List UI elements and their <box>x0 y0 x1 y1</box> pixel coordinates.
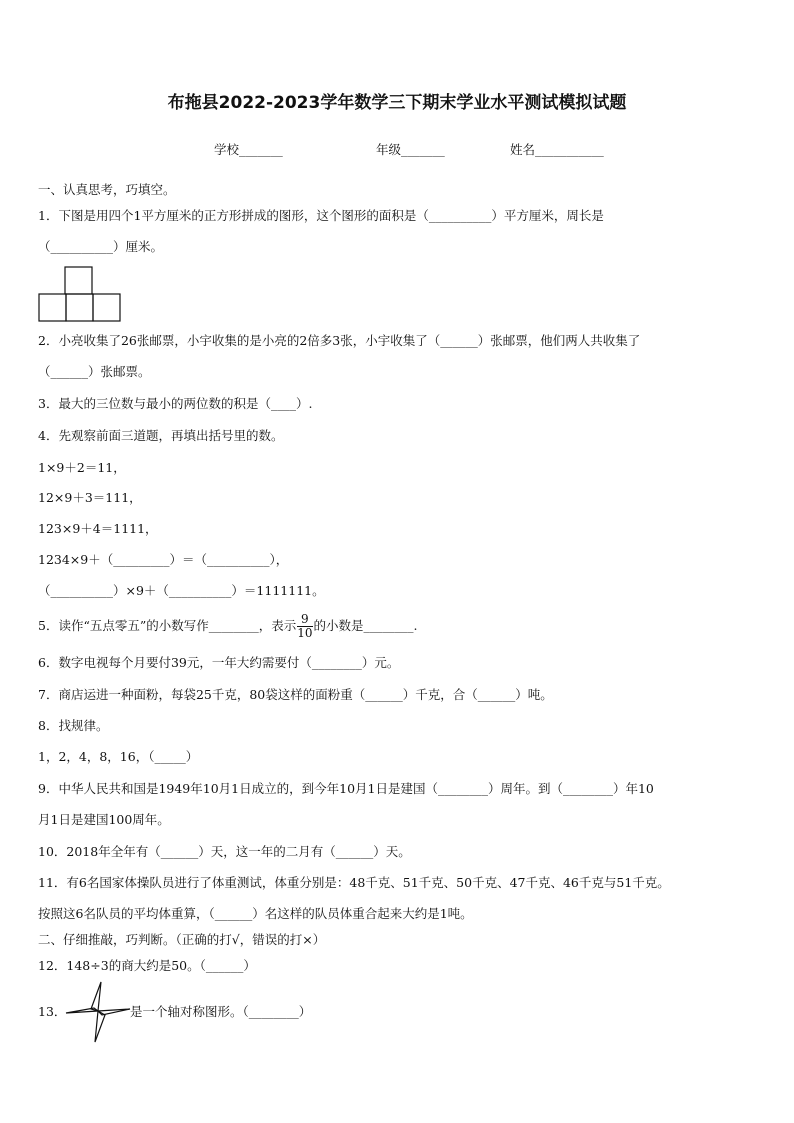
name-field: 姓名___________ <box>510 142 604 157</box>
pinwheel-figure <box>64 980 132 1046</box>
equation-4: 1234×9＋（_________）＝（__________）， <box>38 552 289 567</box>
equation-2: 12×9＋3＝111， <box>38 490 142 505</box>
question-5-after: 的小数是________. <box>313 618 418 633</box>
question-6: 6．数字电视每个月要付39元，一年大约需要付（________）元。 <box>38 655 400 670</box>
question-3: 3．最大的三位数与最小的两位数的积是（____）. <box>38 396 313 411</box>
fraction-denominator: 10 <box>297 626 313 640</box>
question-4: 4．先观察前面三道题，再填出括号里的数。 <box>38 428 284 443</box>
question-5 <box>38 608 418 644</box>
question-13-text: 是一个轴对称图形。（________） <box>130 1004 312 1019</box>
school-field: 学校_______ <box>214 142 283 157</box>
question-2: 2．小亮收集了26张邮票，小宇收集的是小亮的2倍多3张，小宇收集了（______）张邮票，他们两人共收集了 <box>38 333 641 348</box>
question-11-cont: 按照这6名队员的平均体重算，（______）名这样的队员体重合起来大约是1吨。 <box>38 906 473 921</box>
question-11: 11．有6名国家体操队员进行了体重测试，体重分别是：48千克、51千克、50千克、47千克、46千克与51千克。 <box>38 875 670 890</box>
page-title: 布拖县2022-2023学年数学三下期末学业水平测试模拟试题 <box>167 93 627 113</box>
fraction-numerator: 9 <box>301 612 309 626</box>
question-12: 12．148÷3的商大约是50。（______） <box>38 958 256 973</box>
question-1-cont: （__________）厘米。 <box>38 239 164 254</box>
question-7: 7．商店运进一种面粉，每袋25千克，80袋这样的面粉重（______）千克，合（______）吨。 <box>38 687 553 702</box>
question-8: 8．找规律。 <box>38 718 109 733</box>
question-9-cont: 月1日是建国100周年。 <box>38 812 170 827</box>
section-2-heading: 二、仔细推敲，巧判断。（正确的打√，错误的打×） <box>38 932 326 947</box>
question-1: 1．下图是用四个1平方厘米的正方形拼成的图形，这个图形的面积是（__________）平方厘米，周长是 <box>38 208 604 223</box>
question-13-number: 13． <box>38 1004 67 1019</box>
question-9: 9．中华人民共和国是1949年10月1日成立的，到今年10月1日是建国（________）周年。到（________）年10 <box>38 781 654 796</box>
section-1-heading: 一、认真思考，巧填空。 <box>38 182 176 197</box>
equation-3: 123×9＋4＝1111， <box>38 521 158 536</box>
question-8-sequence: 1，2，4，8，16，（_____） <box>38 749 199 764</box>
question-5-before: 5．读作“五点零五”的小数写作________，表示 <box>38 618 297 633</box>
equation-1: 1×9＋2＝11， <box>38 460 126 475</box>
fraction <box>297 613 312 640</box>
question-2-cont: （______）张邮票。 <box>38 364 151 379</box>
question-10: 10．2018年全年有（______）天，这一年的二月有（______）天。 <box>38 844 411 859</box>
grade-field: 年级_______ <box>376 142 445 157</box>
four-squares-figure <box>38 266 122 322</box>
equation-5: （__________）×9＋（__________）＝1111111。 <box>38 583 325 598</box>
